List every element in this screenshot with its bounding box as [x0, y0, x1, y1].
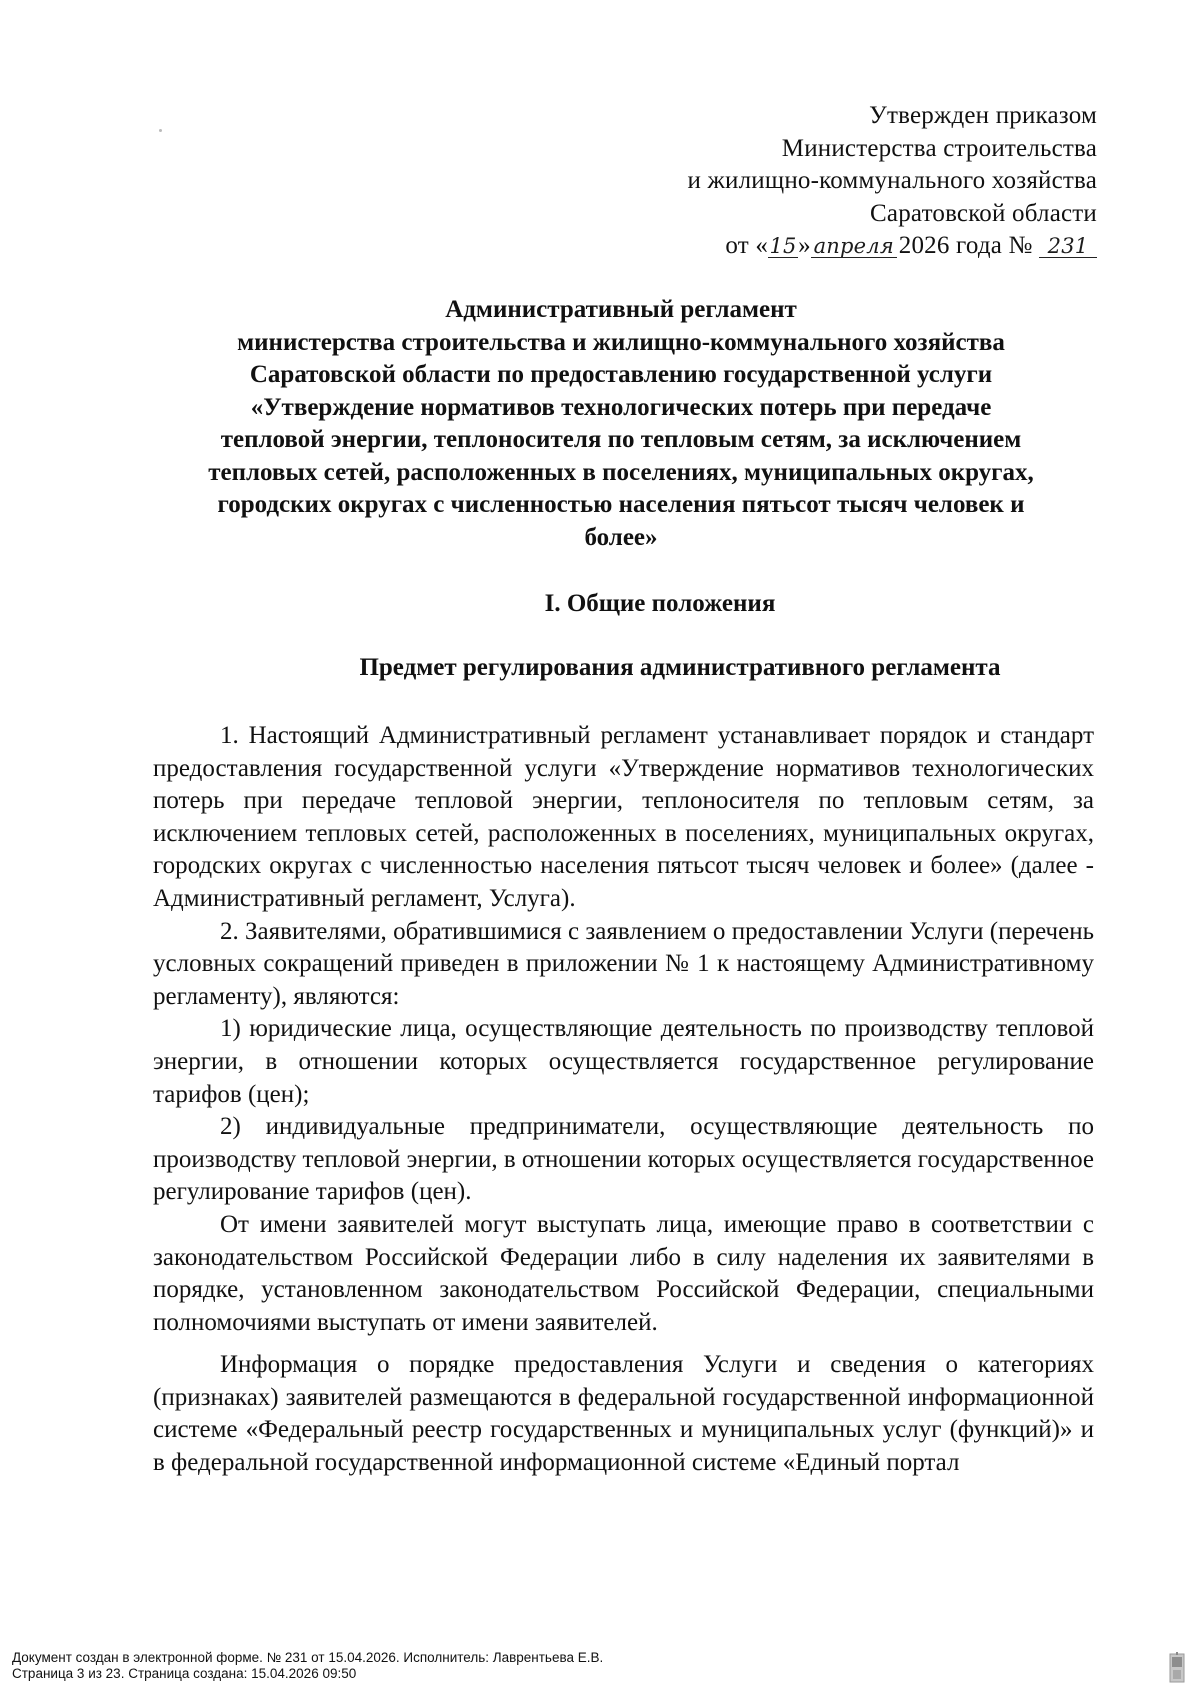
paragraph: 2) индивидуальные предприниматели, осуществляющие деятельность по производству тепловой энергии, в отношении которых осуществляется государственное регулирование тарифов (цен).: [153, 1113, 1094, 1206]
scan-artifact: [159, 129, 162, 132]
document-title: [140, 294, 1102, 554]
date-mid: »: [798, 232, 811, 259]
approval-date-line: [688, 230, 1097, 263]
date-year: 2026 года №: [898, 232, 1033, 259]
title-line: министерства строительства и жилищно-коммунального хозяйства: [237, 328, 1005, 356]
paragraph: 1. Настоящий Административный регламент устанавливает порядок и стандарт предоставления государственной услуги «Утверждение нормативов технологических потерь при передаче тепловой энергии, теплоносителя по тепловым сетям, за исключением тепловых сетей, расположенных в поселениях, муниципальных округах, городских округах с численностью населения пятьсот тысяч человек и более» (далее - Административный регламент, Услуга).: [153, 722, 1094, 912]
handwritten-order-number: 231: [1039, 235, 1097, 258]
approval-line: и жилищно-коммунального хозяйства: [687, 167, 1097, 194]
approval-block: [688, 100, 1097, 263]
seal-icon: [1168, 1652, 1186, 1686]
handwritten-month: апреля: [811, 235, 897, 258]
paragraph: От имени заявителей могут выступать лица, имеющие право в соответствии с законодательством Российской Федерации либо в силу наделения их заявителями в порядке, установленном законодательством Российской Федерации, специальными полномочиями выступать от имени заявителей.: [153, 1210, 1094, 1336]
title-line: более»: [584, 523, 658, 551]
paragraph: 2. Заявителями, обратившимися с заявлением о предоставлении Услуги (перечень условных сокращений приведен в приложении № 1 к настоящему Административному регламенту), являются:: [153, 917, 1094, 1010]
footer: [12, 1650, 603, 1682]
approval-line: Утвержден приказом: [869, 102, 1097, 129]
title-line: Административный регламент: [445, 296, 797, 323]
date-prefix: от «: [725, 232, 769, 259]
paragraph: Информация о порядке предоставления Услуги и сведения о категориях (признаках) заявителей размещаются в федеральной государственной информационной системе «Федеральный реестр государственных и муниципальных услуг (функций)» и в федеральной государственной информационной системе «Единый портал: [153, 1351, 1094, 1477]
handwritten-day: 15: [769, 234, 797, 258]
title-line: городских округах с численностью населения пятьсот тысяч человек и: [217, 491, 1025, 518]
approval-line: Министерства строительства: [781, 134, 1097, 162]
approval-line: Саратовской области: [870, 199, 1097, 227]
body-text: [153, 720, 1094, 1480]
footer-line: Страница 3 из 23. Страница создана: 15.04.2026 09:50: [12, 1666, 357, 1681]
title-line: «Утверждение нормативов технологических потерь при передаче: [250, 393, 992, 421]
footer-line: Документ создан в электронной форме. № 231 от 15.04.2026. Исполнитель: Лаврентьева Е.В.: [12, 1650, 604, 1665]
paragraph: 1) юридические лица, осуществляющие деятельность по производству тепловой энергии, в отношении которых осуществляется государственное регулирование тарифов (цен);: [153, 1015, 1094, 1108]
section-heading: I. Общие положения: [544, 590, 776, 617]
sub-heading: Предмет регулирования административного регламента: [359, 654, 1001, 681]
title-line: тепловых сетей, расположенных в поселениях, муниципальных округах,: [208, 458, 1034, 486]
title-line: Саратовской области по предоставлению государственной услуги: [249, 361, 993, 388]
title-line: тепловой энергии, теплоносителя по тепловым сетям, за исключением: [220, 426, 1022, 453]
